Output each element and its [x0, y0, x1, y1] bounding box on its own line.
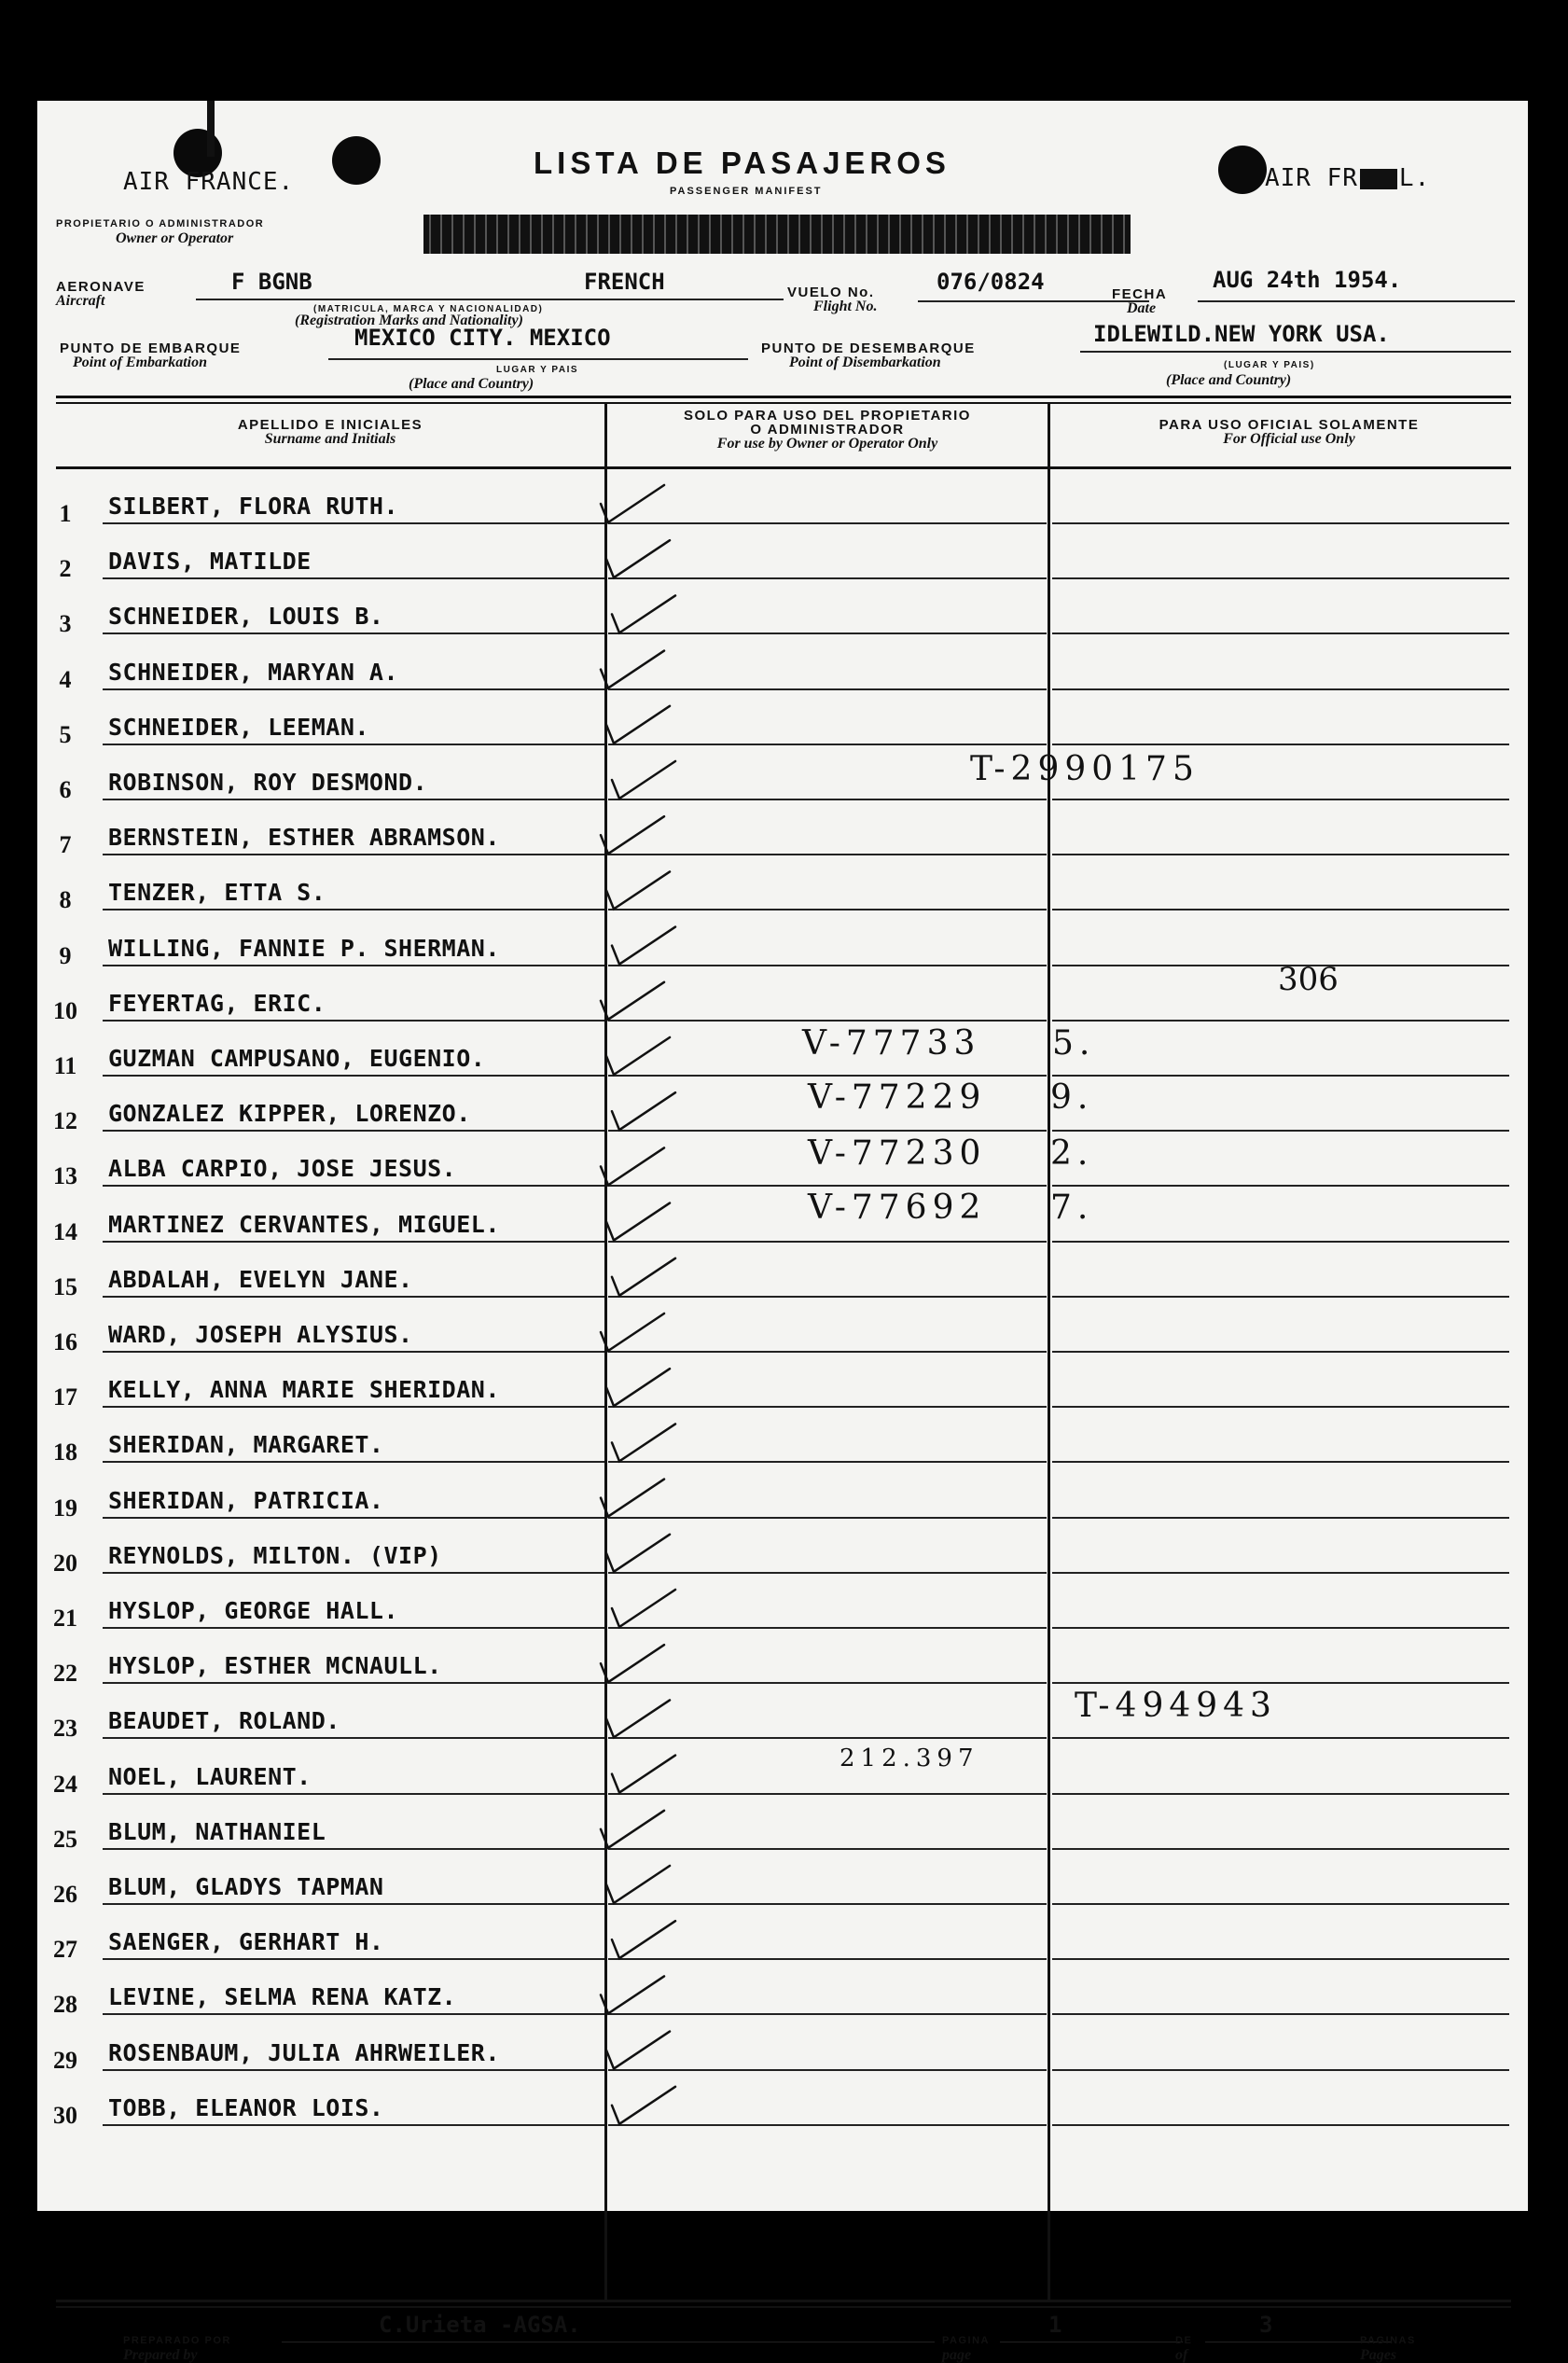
row-number: 6	[59, 776, 72, 803]
row-number: 25	[53, 1825, 77, 1853]
row-rule	[1052, 577, 1509, 579]
row-number: 7	[59, 831, 72, 859]
airline-left: AIR FRANCE.	[123, 168, 295, 196]
row-number: 14	[53, 1217, 77, 1245]
passenger-name: BEAUDET, ROLAND.	[108, 1707, 340, 1735]
disembarkation-caption-en-text: (Place and Country)	[1166, 372, 1292, 388]
column-header-owner	[607, 409, 1048, 451]
staple-mark	[207, 101, 215, 157]
passenger-name: ROSENBAUM, JULIA AHRWEILER.	[108, 2038, 500, 2066]
row-rule	[1052, 1793, 1509, 1795]
check-mark	[601, 651, 664, 688]
disembarkation-label-es: PUNTO DE DESEMBARQUE	[761, 341, 976, 356]
check-mark	[606, 1369, 670, 1406]
check-mark	[601, 982, 664, 1020]
row-rule	[103, 1241, 604, 1243]
row-number: 9	[59, 941, 72, 969]
check-mark	[606, 1037, 670, 1075]
document-title: LISTA DE PASAJEROS	[534, 146, 951, 180]
row-rule	[1052, 632, 1509, 634]
disembarkation-label-en: Point of Disembarkation	[789, 354, 941, 370]
row-rule	[1052, 1903, 1509, 1905]
column-header-official-en: For Official use Only	[1223, 431, 1355, 447]
aircraft-label	[56, 280, 146, 308]
row-rule	[1052, 1075, 1509, 1077]
column-header-owner-es-2: O ADMINISTRADOR	[750, 422, 905, 438]
annotation-row10-official: 306	[1278, 961, 1339, 998]
row-rule	[103, 1793, 604, 1795]
owner-label	[56, 217, 264, 245]
header-bottom-rule	[56, 466, 1511, 469]
passenger-name: LEVINE, SELMA RENA KATZ.	[108, 1983, 457, 2011]
annotation-row13-owner: V-77230	[808, 1134, 987, 1173]
check-mark	[606, 2032, 670, 2069]
aircraft-underline	[196, 299, 784, 300]
row-rule	[103, 632, 604, 634]
passenger-name: HYSLOP, ESTHER MCNAULL.	[108, 1652, 442, 1680]
annotation-row14-official: 7.	[1050, 1188, 1094, 1227]
row-rule	[103, 1130, 604, 1132]
row-number: 5	[59, 720, 72, 748]
punch-hole-center	[332, 136, 381, 185]
airline-right-end: L.	[1398, 164, 1431, 192]
passenger-name: GONZALEZ KIPPER, LORENZO.	[108, 1100, 471, 1128]
footer-top-rule	[56, 2300, 1511, 2302]
row-rule	[103, 2124, 604, 2126]
check-mark	[612, 761, 675, 799]
passenger-name: ABDALAH, EVELYN JANE.	[108, 1265, 413, 1293]
passenger-name: SHERIDAN, PATRICIA.	[108, 1486, 384, 1514]
check-mark	[612, 595, 675, 632]
row-rule	[1052, 1130, 1509, 1132]
row-number: 28	[53, 1991, 77, 2019]
disembarkation-caption-es: (LUGAR Y PAIS)	[1224, 360, 1315, 370]
annotation-row12-owner: V-77229	[808, 1078, 987, 1117]
check-mark	[606, 1700, 670, 1737]
check-mark	[606, 540, 670, 577]
row-number: 10	[53, 996, 77, 1024]
row-rule	[1052, 1461, 1509, 1463]
punch-hole-right	[1218, 146, 1267, 194]
row-rule	[1052, 1241, 1509, 1243]
check-mark	[612, 1921, 675, 1958]
embarkation-caption-en	[409, 377, 534, 391]
column-divider-2	[1048, 404, 1050, 2300]
row-rule	[103, 1351, 604, 1353]
check-mark	[606, 1535, 670, 1572]
flight-number: 076/0824	[937, 269, 1045, 295]
passenger-name: ALBA CARPIO, JOSE JESUS.	[108, 1155, 457, 1183]
passenger-name: SAENGER, GERHART H.	[108, 1928, 384, 1956]
row-number: 13	[53, 1162, 77, 1190]
check-mark	[601, 1645, 664, 1682]
of-label-en: of	[1175, 2347, 1188, 2363]
embarkation-label	[60, 341, 241, 369]
row-rule	[1052, 1682, 1509, 1684]
row-rule	[103, 1572, 604, 1574]
row-number: 8	[59, 886, 72, 914]
annotation-row14-owner: V-77692	[808, 1188, 987, 1227]
embarkation-place: MEXICO CITY. MEXICO	[354, 325, 611, 351]
row-number: 12	[53, 1107, 77, 1135]
airline-right-text: AIR FR	[1265, 164, 1358, 192]
row-rule	[103, 688, 604, 690]
row-rule	[103, 522, 604, 524]
row-number: 19	[53, 1494, 77, 1522]
row-rule	[1052, 1020, 1509, 1022]
date-label	[1112, 287, 1167, 315]
aircraft-registration: F BGNB	[231, 269, 312, 295]
row-rule	[1052, 2069, 1509, 2071]
page-label-en: page	[942, 2347, 972, 2363]
row-rule	[1052, 2124, 1509, 2126]
passenger-name: BLUM, GLADYS TAPMAN	[108, 1873, 384, 1900]
check-mark	[612, 1590, 675, 1627]
aircraft-nationality: FRENCH	[584, 269, 665, 295]
column-header-official-es: PARA USO OFICIAL SOLAMENTE	[1159, 417, 1420, 433]
passenger-name: SCHNEIDER, LOUIS B.	[108, 603, 384, 631]
column-header-owner-es-1: SOLO PARA USO DEL PROPIETARIO	[684, 408, 971, 424]
row-rule	[103, 965, 604, 966]
date-label-en: Date	[1127, 300, 1157, 316]
passenger-name: SILBERT, FLORA RUTH.	[108, 493, 399, 520]
row-rule	[1052, 1185, 1509, 1187]
row-rule	[103, 799, 604, 800]
row-number: 21	[53, 1605, 77, 1632]
pages-label-en: Pages	[1360, 2347, 1397, 2363]
of-label	[1175, 2334, 1192, 2362]
passenger-name: SCHNEIDER, MARYAN A.	[108, 658, 399, 686]
prepared-label	[123, 2334, 231, 2362]
check-mark	[601, 1976, 664, 2013]
row-number: 30	[53, 2101, 77, 2129]
disembarkation-underline	[1080, 351, 1511, 353]
row-number: 24	[53, 1770, 77, 1798]
row-rule	[103, 577, 604, 579]
row-number: 20	[53, 1549, 77, 1577]
annotation-row6-official: T-2990175	[970, 750, 1200, 788]
passenger-name: SCHNEIDER, LEEMAN.	[108, 713, 369, 741]
row-rule	[1052, 1737, 1509, 1739]
annotation-row11-official: 5.	[1052, 1024, 1096, 1063]
row-rule	[103, 2013, 604, 2015]
passenger-name: BLUM, NATHANIEL	[108, 1817, 326, 1845]
page-label-es: PAGINA	[942, 2335, 990, 2346]
passenger-name: HYSLOP, GEORGE HALL.	[108, 1597, 399, 1624]
row-rule	[1052, 1572, 1509, 1574]
row-rule	[103, 1020, 604, 1022]
column-header-surname-es: APELLIDO E INICIALES	[237, 417, 423, 433]
row-rule	[1052, 1406, 1509, 1408]
disembarkation-label	[761, 341, 976, 369]
passenger-name: MARTINEZ CERVANTES, MIGUEL.	[108, 1210, 500, 1238]
passenger-name: KELLY, ANNA MARIE SHERIDAN.	[108, 1376, 500, 1404]
passenger-name: SHERIDAN, MARGARET.	[108, 1431, 384, 1459]
check-mark	[601, 816, 664, 854]
row-rule	[1052, 688, 1509, 690]
column-header-owner-en: For use by Owner or Operator Only	[716, 436, 938, 452]
aircraft-caption-en-text: (Registration Marks and Nationality)	[295, 313, 523, 328]
passenger-name: NOEL, LAURENT.	[108, 1762, 312, 1790]
check-mark	[612, 1258, 675, 1296]
row-rule	[103, 1185, 604, 1187]
flight-label	[787, 285, 877, 313]
row-rule	[103, 909, 604, 910]
owner-label-en: Owner or Operator	[116, 230, 234, 246]
row-number: 26	[53, 1881, 77, 1908]
passenger-name: BERNSTEIN, ESTHER ABRAMSON.	[108, 824, 500, 852]
passenger-name: REYNOLDS, MILTON. (VIP)	[108, 1541, 442, 1569]
passenger-name: TOBB, ELEANOR LOIS.	[108, 2093, 384, 2121]
row-number: 1	[59, 500, 72, 527]
row-rule	[1052, 854, 1509, 855]
row-rule	[1052, 1351, 1509, 1353]
column-header-surname-en: Surname and Initials	[264, 431, 396, 447]
owner-label-es: PROPIETARIO O ADMINISTRADOR	[56, 218, 265, 229]
prepared-by: C.Urieta -AGSA.	[379, 2312, 581, 2338]
table-top-rule	[56, 396, 1511, 398]
passenger-name: ROBINSON, ROY DESMOND.	[108, 769, 428, 796]
flight-label-es: VUELO No.	[787, 285, 875, 300]
column-header-surname	[56, 418, 604, 446]
aircraft-caption-es: (MATRICULA, MARCA Y NACIONALIDAD)	[313, 304, 544, 314]
row-rule	[103, 1958, 604, 1960]
check-mark	[606, 1866, 670, 1903]
row-rule	[103, 1075, 604, 1077]
annotation-row23-official: T-494943	[1075, 1687, 1277, 1725]
row-number: 4	[59, 665, 72, 693]
embarkation-underline	[328, 358, 748, 360]
row-rule	[1052, 1517, 1509, 1519]
row-number: 29	[53, 2046, 77, 2074]
footer-top-rule-2	[56, 2306, 1511, 2308]
check-mark	[612, 927, 675, 965]
check-mark	[601, 1147, 664, 1185]
row-rule	[103, 1627, 604, 1629]
row-rule	[103, 1682, 604, 1684]
manifest-sheet	[37, 101, 1528, 2363]
annotation-row13-official: 2.	[1050, 1134, 1094, 1173]
check-mark	[612, 1092, 675, 1130]
row-number: 16	[53, 1328, 77, 1355]
row-rule	[103, 1461, 604, 1463]
check-mark	[606, 706, 670, 744]
disembarkation-place: IDLEWILD.NEW YORK USA.	[1093, 321, 1390, 347]
prepared-label-en: Prepared by	[123, 2347, 198, 2363]
row-rule	[103, 1296, 604, 1298]
annotation-row12-official: 9.	[1050, 1078, 1094, 1117]
pages-label-es: PAGINAS	[1360, 2335, 1416, 2346]
embarkation-caption-en-text: (Place and Country)	[409, 376, 534, 392]
embarkation-label-en: Point of Embarkation	[73, 354, 208, 370]
check-mark	[601, 1480, 664, 1517]
aircraft-label-en: Aircraft	[56, 293, 105, 309]
page-number: 1	[1048, 2312, 1062, 2338]
page-total: 3	[1259, 2312, 1273, 2338]
row-rule	[103, 1848, 604, 1850]
check-mark	[612, 1424, 675, 1461]
row-rule	[103, 744, 604, 745]
passenger-name: DAVIS, MATILDE	[108, 548, 312, 576]
annotation-row24-owner: 212.397	[840, 1744, 979, 1772]
row-number: 23	[53, 1715, 77, 1743]
passenger-name: WILLING, FANNIE P. SHERMAN.	[108, 934, 500, 962]
of-label-es: DE	[1175, 2335, 1193, 2346]
check-mark	[606, 1203, 670, 1241]
check-mark	[601, 1811, 664, 1848]
row-rule	[103, 854, 604, 855]
passenger-name: GUZMAN CAMPUSANO, EUGENIO.	[108, 1045, 486, 1072]
passenger-name: TENZER, ETTA S.	[108, 879, 326, 907]
annotation-row11-owner: V-77733	[802, 1024, 981, 1063]
row-rule	[103, 1517, 604, 1519]
row-rule	[1052, 1296, 1509, 1298]
flight-date: AUG 24th 1954.	[1213, 267, 1402, 293]
passenger-name: FEYERTAG, ERIC.	[108, 989, 326, 1017]
owner-redaction	[423, 215, 1131, 254]
row-rule	[103, 1737, 604, 1739]
row-number: 11	[53, 1052, 77, 1079]
pages-label	[1360, 2334, 1416, 2362]
embarkation-caption-es: LUGAR Y PAIS	[496, 365, 579, 375]
page-label	[942, 2334, 990, 2362]
airline-right	[1265, 164, 1430, 192]
row-number: 27	[53, 1936, 77, 1964]
check-mark	[601, 1314, 664, 1351]
row-rule	[1052, 2013, 1509, 2015]
row-number: 18	[53, 1439, 77, 1466]
date-label-es: FECHA	[1112, 286, 1168, 302]
row-rule	[1052, 1848, 1509, 1850]
passenger-name: WARD, JOSEPH ALYSIUS.	[108, 1321, 413, 1348]
row-number: 3	[59, 610, 72, 638]
tick-marks	[560, 474, 746, 2246]
prepared-label-es: PREPARADO POR	[123, 2335, 231, 2346]
row-rule	[1052, 744, 1509, 745]
check-mark	[612, 2087, 675, 2124]
row-rule	[1052, 1958, 1509, 1960]
row-number: 17	[53, 1383, 77, 1411]
row-rule	[103, 1406, 604, 1408]
disembarkation-caption-en	[1166, 373, 1291, 387]
embarkation-label-es: PUNTO DE EMBARQUE	[60, 341, 242, 356]
table-top-rule-2	[56, 402, 1511, 404]
check-mark	[606, 871, 670, 909]
check-mark	[612, 1756, 675, 1793]
column-header-official	[1050, 418, 1528, 446]
row-rule	[1052, 1627, 1509, 1629]
row-number: 22	[53, 1660, 77, 1688]
aircraft-label-es: AERONAVE	[56, 279, 146, 295]
row-number: 2	[59, 555, 72, 583]
row-number: 15	[53, 1272, 77, 1300]
document-subtitle: PASSENGER MANIFEST	[670, 186, 823, 197]
row-rule	[1052, 909, 1509, 910]
row-rule	[103, 2069, 604, 2071]
row-rule	[1052, 522, 1509, 524]
date-underline	[1198, 300, 1515, 302]
row-rule	[103, 1903, 604, 1905]
flight-label-en: Flight No.	[813, 299, 878, 314]
check-mark	[601, 485, 664, 522]
row-rule	[1052, 799, 1509, 800]
